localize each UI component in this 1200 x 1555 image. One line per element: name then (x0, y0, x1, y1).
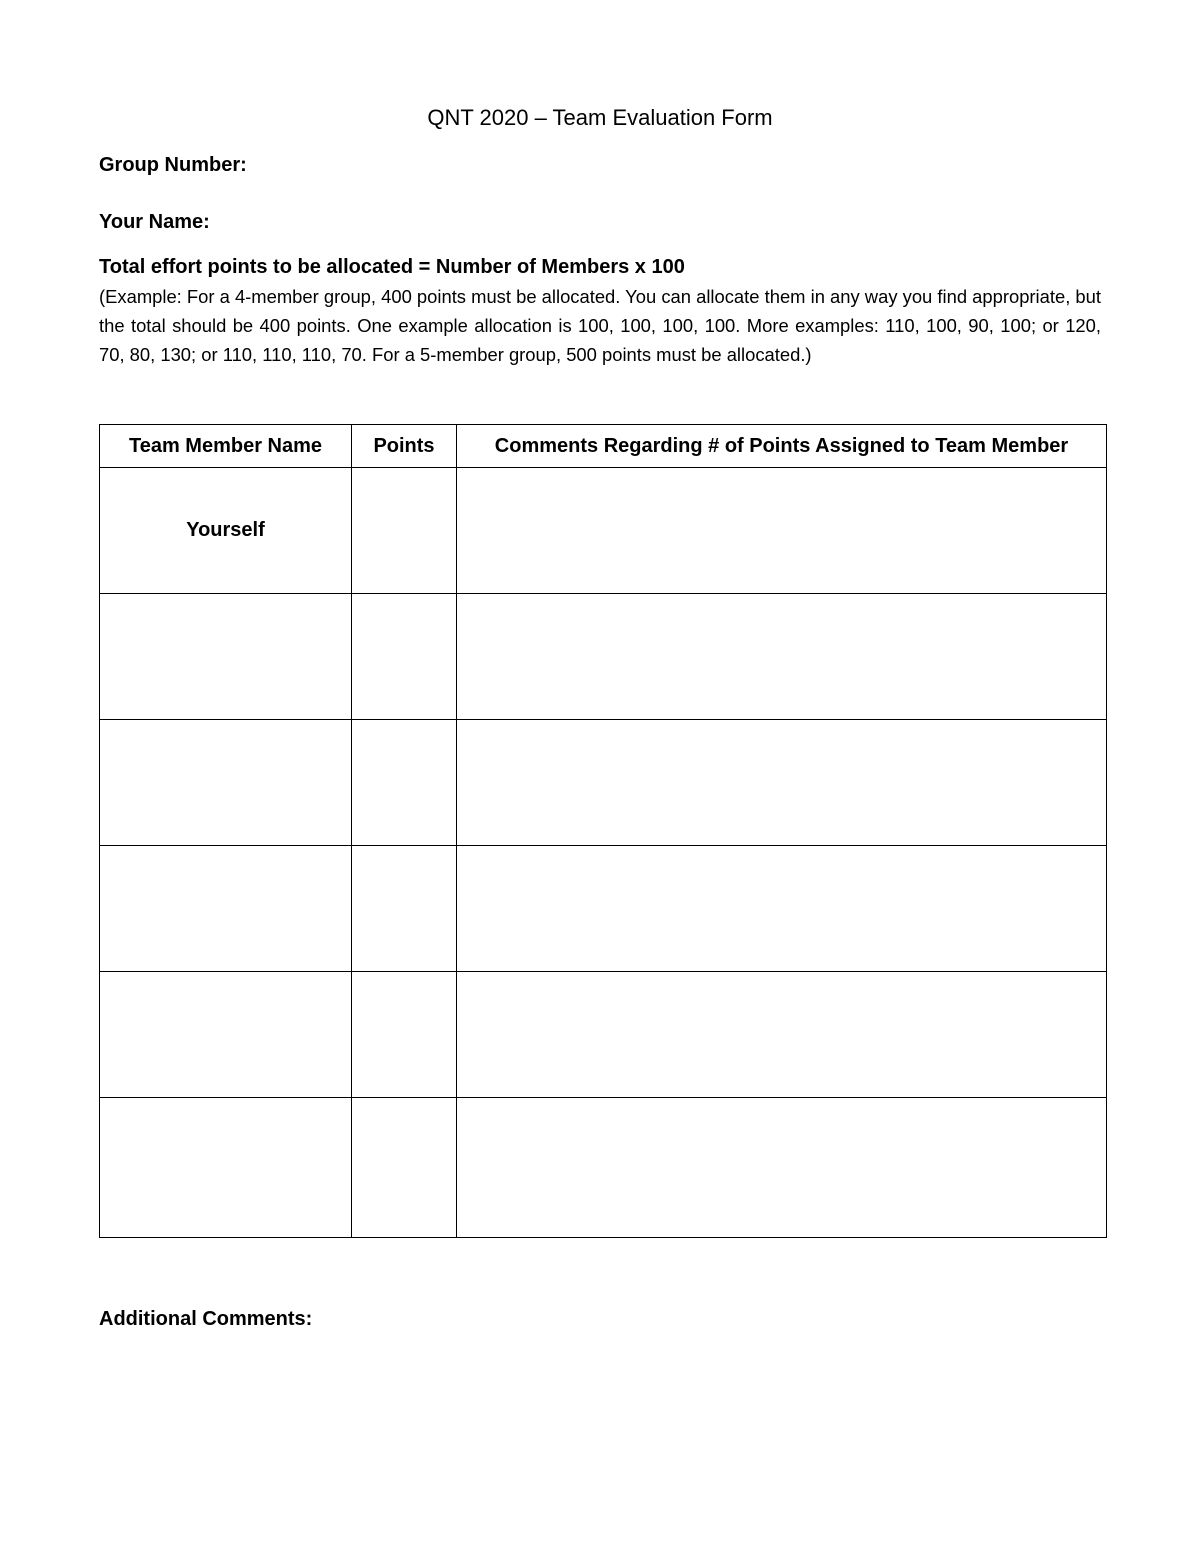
table-row (100, 720, 1107, 846)
table-header-row (100, 425, 1107, 468)
your-name-label: Your Name: (99, 211, 210, 233)
page-title: QNT 2020 – Team Evaluation Form (427, 105, 773, 130)
member-name-cell[interactable]: Yourself (100, 468, 352, 594)
member-name-cell[interactable] (100, 720, 352, 846)
comments-cell[interactable] (457, 468, 1107, 594)
points-cell[interactable] (352, 1098, 457, 1238)
comments-cell[interactable] (457, 846, 1107, 972)
header-points: Points (352, 425, 457, 468)
points-cell[interactable] (352, 594, 457, 720)
table-row (100, 468, 1107, 594)
comments-cell[interactable] (457, 1098, 1107, 1238)
member-name-cell[interactable] (100, 972, 352, 1098)
total-points-label: Total effort points to be allocated = Number of Members x 100 (99, 256, 685, 278)
member-name-cell[interactable] (100, 846, 352, 972)
member-name-cell[interactable] (100, 1098, 352, 1238)
comments-cell[interactable] (457, 594, 1107, 720)
comments-cell[interactable] (457, 720, 1107, 846)
member-name-cell[interactable] (100, 594, 352, 720)
allocation-example-text: (Example: For a 4-member group, 400 points must be allocated. You can allocate them in any way you find appropriate, but the total should be 400 points. One example allocation is 100, 100, 100, 100. More examples: 110, 100, 90, 100; or 120, 70, 80, 130; or 110, 110, 110, 70. For a 5-member group, 500 points must be allocated.) (99, 286, 1101, 365)
additional-comments-label: Additional Comments: (99, 1308, 313, 1330)
points-cell[interactable] (352, 846, 457, 972)
table-row (100, 972, 1107, 1098)
header-comments: Comments Regarding # of Points Assigned to Team Member (457, 425, 1107, 468)
team-evaluation-table (99, 424, 1107, 1238)
points-cell[interactable] (352, 972, 457, 1098)
table-row (100, 594, 1107, 720)
points-cell[interactable] (352, 468, 457, 594)
table-row (100, 846, 1107, 972)
group-number-label: Group Number: (99, 154, 247, 176)
comments-cell[interactable] (457, 972, 1107, 1098)
points-cell[interactable] (352, 720, 457, 846)
table-row (100, 1098, 1107, 1238)
header-team-member-name: Team Member Name (100, 425, 352, 468)
